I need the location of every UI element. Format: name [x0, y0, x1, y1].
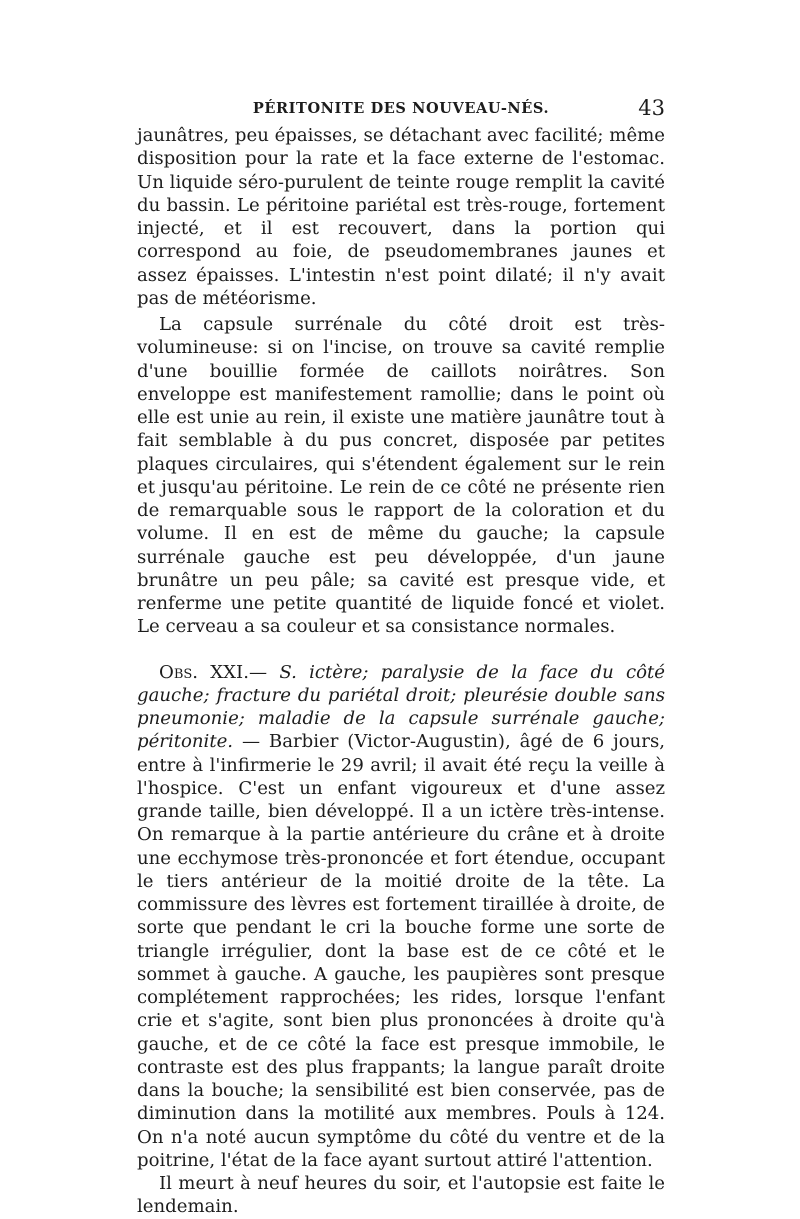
paragraph-continued: jaunâtres, peu épaisses, se détachant avec facilité; même disposition pour la rate et la face externe de l'estomac. Un liquide séro-purulent de teinte rouge remplit la cavité du bassin. Le péritoine pariétal est très-rouge, fortement injecté, et il est recouvert, dans la portion qui correspond au foie, de pseudomembranes jaunes et assez épaisses. L'intestin n'est point dilaté; il n'y avait pas de météorisme. [137, 125, 666, 309]
page-number: 43 [638, 96, 665, 120]
observation-dash: — [248, 661, 280, 683]
observation-paragraph [137, 661, 665, 1173]
text-block [137, 124, 665, 1219]
running-head [137, 96, 665, 122]
running-title: PÉRITONITE DES NOUVEAU-NÉS. [252, 100, 550, 117]
paragraph-death: Il meurt à neuf heures du soir, et l'autopsie est faite le lendemain. [137, 1173, 665, 1218]
paragraph-capsule: La capsule surrénale du côté droit est très-volumineuse: si on l'incise, on trouve sa cavité remplie d'une bouillie formée de caillots noirâtres. Son enveloppe est manifestement ramollie; dans le point où elle est unie au rein, il existe une matière jaunâtre tout à fait semblable à du pus concret, disposée par petites plaques circulaires, qui s'étendent également sur le rein et jusqu'au péritoine. Le rein de ce côté ne présente rien de remarquable sous le rapport de la coloration et du volume. Il en est de même du gauche; la capsule surrénale gauche est peu développée, d'un jaune brunâtre un peu pâle; sa cavité est presque vide, et renferme une petite quantité de liquide foncé et violet. Le cerveau a sa couleur et sa consistance normales. [137, 314, 665, 638]
observation-text: — Barbier (Victor-Augustin), âgé de 6 jours, entre à l'infirmerie le 29 avril; il avait été reçu la veille à l'hospice. C'est un enfant vigoureux et d'une assez grande taille, bien développé. Il a un ictère très-intense. On remarque à la partie antérieure du crâne et à droite une ecchymose très-prononcée et fort étendue, occupant le tiers antérieur de la moitié droite de la tête. La commissure des lèvres est fortement tiraillée à droite, de sorte que pendant le cri la bouche forme une sorte de triangle irrégulier, dont la base est de ce côté et le sommet à gauche. A gauche, les paupières sont presque complétement rapprochées; les rides, lorsque l'enfant crie et s'agite, sont bien plus prononcées à droite qu'à gauche, et de ce côté la face est presque immobile, le contraste est des plus frappants; la langue paraît droite dans la bouche; la sensibilité est bien conservée, pas de diminution dans la motilité aux membres. Pouls à 124. On n'a noté aucun symptôme du côté du ventre et de la poitrine, l'état de la face ayant surtout attiré l'attention. [137, 731, 665, 1171]
observation-title: S. ictère; paralysie de la face du côté gauche; fracture du pariétal droit; pleurésie double sans pneumonie; maladie de la capsule surrénale gauche; péritonite. [137, 661, 665, 753]
observation-label: Obs. XXI. [159, 661, 249, 683]
